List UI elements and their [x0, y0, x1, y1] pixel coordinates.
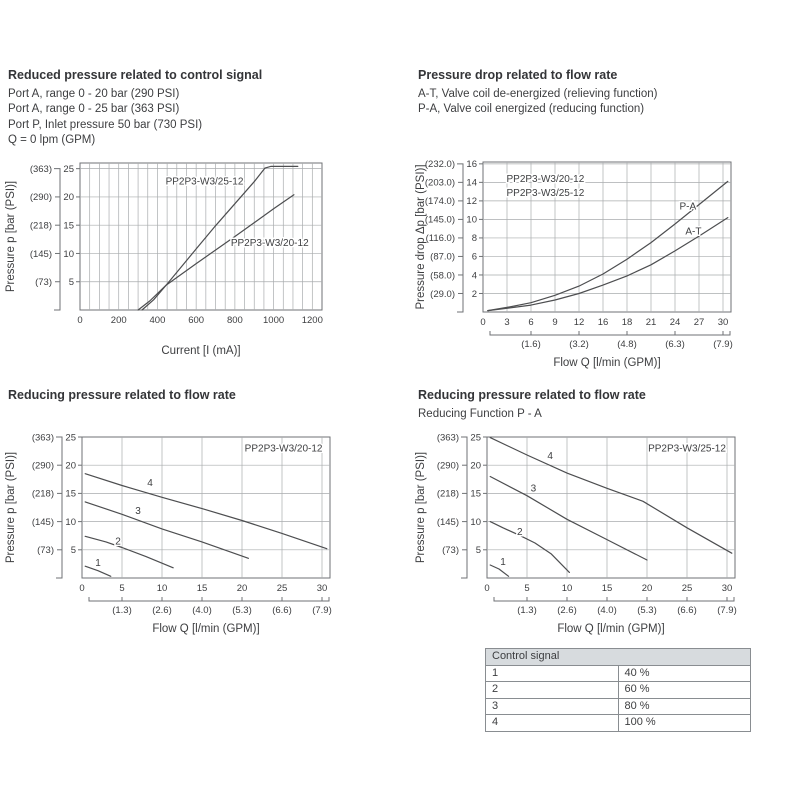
- y-psi-label: (73): [442, 545, 459, 557]
- y-bar-label: 6: [471, 251, 477, 263]
- gpm-tick-label: (1.3): [517, 605, 537, 616]
- y-axis-bracket: [461, 437, 467, 578]
- y-psi-label: (290): [436, 460, 459, 472]
- y-psi-label: (145): [29, 248, 52, 260]
- gpm-tick-label: (2.6): [557, 605, 577, 616]
- x-tick-label: 15: [601, 583, 613, 594]
- table-cell-signal: 3: [486, 698, 619, 715]
- gpm-tick-label: (2.6): [152, 605, 172, 616]
- x-tick-label: 12: [573, 317, 585, 328]
- x-tick-label: 25: [276, 583, 288, 594]
- curve-label: 2: [517, 527, 523, 539]
- x-tick-label: 18: [621, 317, 633, 328]
- curve-label: 4: [147, 477, 153, 489]
- section-notes-reduced-pressure: [8, 87, 202, 148]
- section-title-reduced-pressure: Reduced pressure related to control signal: [8, 68, 263, 82]
- y-psi-label: (290): [29, 192, 52, 204]
- gpm-tick-label: (4.8): [617, 339, 637, 350]
- x-axis-title: Current [I (mA)]: [161, 345, 241, 357]
- y-psi-label: (363): [31, 432, 54, 444]
- x-tick-label: 30: [316, 583, 328, 594]
- table-cell-signal: 1: [486, 665, 619, 682]
- section-notes-pressure-drop: [418, 87, 657, 118]
- y-bar-label: 16: [466, 159, 477, 171]
- reducing-20-svg: [0, 425, 400, 640]
- y-psi-label: (145.0): [424, 214, 455, 226]
- x-tick-label: 10: [561, 583, 573, 594]
- note-line: Port A, range 0 - 20 bar (290 PSI): [8, 88, 180, 100]
- gpm-tick-label: (5.3): [232, 605, 252, 616]
- x-tick-label: 1200: [301, 315, 323, 326]
- chart-reducing-pressure-25: [412, 425, 800, 640]
- y-bar-label: 12: [466, 196, 477, 208]
- y-bar-label: 8: [471, 233, 477, 245]
- curve-label: PP2P3-W3/20-12: [506, 173, 585, 185]
- y-bar-label: 15: [63, 220, 74, 232]
- table-cell-percent: 40 %: [618, 665, 751, 682]
- y-psi-label: (116.0): [425, 233, 455, 245]
- table-row: [486, 682, 751, 699]
- plot-area: [82, 437, 330, 578]
- y-psi-label: (145): [436, 516, 459, 528]
- table-row: [486, 698, 751, 715]
- y-psi-label: (218): [436, 488, 459, 500]
- gpm-tick-label: (7.9): [312, 605, 332, 616]
- x-tick-label: 200: [110, 315, 127, 326]
- table-cell-percent: 60 %: [618, 682, 751, 699]
- y-psi-label: (145): [31, 516, 54, 528]
- x-axis-title: Flow Q [l/min (GPM)]: [557, 623, 665, 635]
- x-tick-label: 9: [552, 317, 558, 328]
- table-cell-percent: 80 %: [618, 698, 751, 715]
- y-bar-label: 20: [63, 192, 74, 204]
- x-tick-label: 1000: [263, 315, 285, 326]
- y-axis-title: Pressure p [bar (PSI)]: [5, 180, 17, 293]
- section-title-reducing-20: Reducing pressure related to flow rate: [8, 388, 236, 402]
- note-line: Reducing Function P - A: [418, 408, 542, 420]
- gpm-tick-label: (3.2): [569, 339, 589, 350]
- gpm-tick-label: (1.3): [112, 605, 132, 616]
- gpm-tick-label: (7.9): [717, 605, 737, 616]
- y-bar-label: 15: [65, 488, 76, 500]
- control-signal-table: [485, 648, 751, 732]
- x-tick-label: 5: [119, 583, 125, 594]
- curve-label: 3: [135, 506, 141, 518]
- y-psi-label: (232.0): [424, 159, 455, 171]
- x-tick-label: 0: [79, 583, 85, 594]
- y-bar-label: 10: [63, 248, 74, 260]
- x-tick-label: 30: [721, 583, 733, 594]
- y-psi-label: (58.0): [430, 270, 455, 282]
- x-tick-label: 0: [77, 315, 83, 326]
- x-tick-label: 800: [226, 315, 243, 326]
- y-axis-title: Pressure p [bar (PSI)]: [5, 451, 17, 564]
- gpm-tick-label: (6.3): [665, 339, 685, 350]
- y-bar-label: 15: [470, 488, 481, 500]
- reducing-25-svg: [412, 425, 800, 640]
- note-line: Port P, Inlet pressure 50 bar (730 PSI): [8, 118, 203, 131]
- y-psi-label: (73): [37, 545, 54, 557]
- table-cell-signal: 2: [486, 682, 619, 699]
- table-cell-signal: 4: [486, 715, 619, 732]
- curve-label: A-T: [685, 226, 702, 238]
- y-bar-label: 14: [466, 177, 477, 189]
- y-axis-title: Pressure drop Δp [bar (PSI)]: [415, 164, 427, 310]
- curve-label: 4: [547, 450, 553, 462]
- note-line: Q = 0 lpm (GPM): [8, 133, 96, 146]
- chart-control-signal: [0, 152, 400, 367]
- x-tick-label: 16: [597, 317, 609, 328]
- x-tick-label: 3: [504, 317, 510, 328]
- x-tick-label: 400: [149, 315, 166, 326]
- plot-area: [487, 437, 735, 578]
- table-header-cell: Control signal: [486, 649, 751, 666]
- curve-label: PP2P3-W3/25-12: [165, 176, 244, 188]
- curve-label: 1: [95, 558, 101, 570]
- x-tick-label: 24: [669, 317, 681, 328]
- y-psi-label: (73): [35, 277, 52, 289]
- curve-label: P-A: [679, 201, 697, 213]
- y-bar-label: 20: [470, 460, 481, 472]
- y-bar-label: 10: [65, 516, 76, 528]
- y-psi-label: (218): [29, 220, 52, 232]
- gpm-tick-label: (4.0): [192, 605, 212, 616]
- section-title-pressure-drop: Pressure drop related to flow rate: [418, 68, 618, 82]
- gpm-tick-label: (4.0): [597, 605, 617, 616]
- table-header-row: [486, 649, 751, 666]
- table-cell-percent: 100 %: [618, 715, 751, 732]
- curve-label: 1: [500, 556, 506, 568]
- y-psi-label: (363): [436, 432, 459, 444]
- x-tick-label: 6: [528, 317, 534, 328]
- x-tick-label: 25: [681, 583, 693, 594]
- x-tick-label: 0: [484, 583, 490, 594]
- x-tick-label: 27: [693, 317, 705, 328]
- y-bar-label: 10: [466, 214, 477, 226]
- section-title-reducing-25: Reducing pressure related to flow rate: [418, 388, 646, 402]
- table-row: [486, 665, 751, 682]
- y-axis-bracket: [56, 437, 62, 578]
- y-axis-bracket: [54, 169, 60, 310]
- chart-pressure-drop: [412, 150, 800, 378]
- note-line: Port A, range 0 - 25 bar (363 PSI): [8, 103, 180, 116]
- gpm-tick-label: (5.3): [637, 605, 657, 616]
- curve-label: 2: [115, 536, 121, 548]
- control-signal-svg: [0, 152, 400, 367]
- gpm-scale-bracket: [490, 331, 730, 335]
- x-tick-label: 600: [188, 315, 205, 326]
- section-subtitle-reducing-function: [418, 407, 542, 422]
- y-bar-label: 25: [470, 432, 481, 444]
- note-line: A-T, Valve coil de-energized (relieving function): [418, 88, 658, 100]
- x-tick-label: 20: [641, 583, 653, 594]
- curve-label: PP2P3-W3/20-12: [230, 238, 309, 250]
- y-bar-label: 4: [471, 270, 477, 282]
- x-tick-label: 0: [480, 317, 486, 328]
- gpm-scale-bracket: [89, 597, 329, 601]
- x-axis-title: Flow Q [l/min (GPM)]: [152, 623, 260, 635]
- control-signal-table-body: [486, 649, 751, 732]
- y-bar-label: 20: [65, 460, 76, 472]
- gpm-tick-label: (1.6): [521, 339, 541, 350]
- x-axis-title: Flow Q [l/min (GPM)]: [553, 357, 661, 369]
- gpm-tick-label: (6.6): [272, 605, 292, 616]
- y-psi-label: (203.0): [424, 177, 455, 189]
- x-tick-label: 15: [196, 583, 208, 594]
- y-psi-label: (218): [31, 488, 54, 500]
- pressure-drop-svg: [412, 150, 800, 378]
- y-bar-label: 25: [65, 432, 76, 444]
- chart-reducing-pressure-20: [0, 425, 400, 640]
- table-row: [486, 715, 751, 732]
- x-tick-label: 30: [717, 317, 729, 328]
- gpm-tick-label: (6.6): [677, 605, 697, 616]
- y-psi-label: (174.0): [424, 196, 455, 208]
- curve-label: PP2P3-W3/25-12: [506, 187, 585, 199]
- x-tick-label: 20: [236, 583, 248, 594]
- y-psi-label: (87.0): [430, 251, 455, 263]
- y-bar-label: 25: [63, 163, 74, 175]
- curve-label: PP2P3-W3/25-12: [648, 443, 726, 455]
- gpm-tick-label: (7.9): [713, 339, 733, 350]
- curve-label: PP2P3-W3/20-12: [244, 443, 323, 455]
- x-tick-label: 21: [645, 317, 657, 328]
- curve-label: 3: [530, 483, 537, 495]
- x-tick-label: 5: [524, 583, 530, 594]
- note-line: P-A, Valve coil energized (reducing function): [418, 103, 645, 116]
- y-axis-title: Pressure p [bar (PSI)]: [415, 451, 427, 564]
- y-bar-label: 5: [70, 545, 76, 557]
- x-tick-label: 10: [156, 583, 168, 594]
- y-bar-label: 5: [68, 277, 74, 289]
- y-psi-label: (290): [31, 460, 54, 472]
- y-bar-label: 10: [470, 516, 481, 528]
- y-bar-label: 5: [475, 545, 481, 557]
- y-psi-label: (29.0): [430, 288, 455, 300]
- y-bar-label: 2: [471, 288, 477, 300]
- y-psi-label: (363): [29, 163, 52, 175]
- gpm-scale-bracket: [494, 597, 734, 601]
